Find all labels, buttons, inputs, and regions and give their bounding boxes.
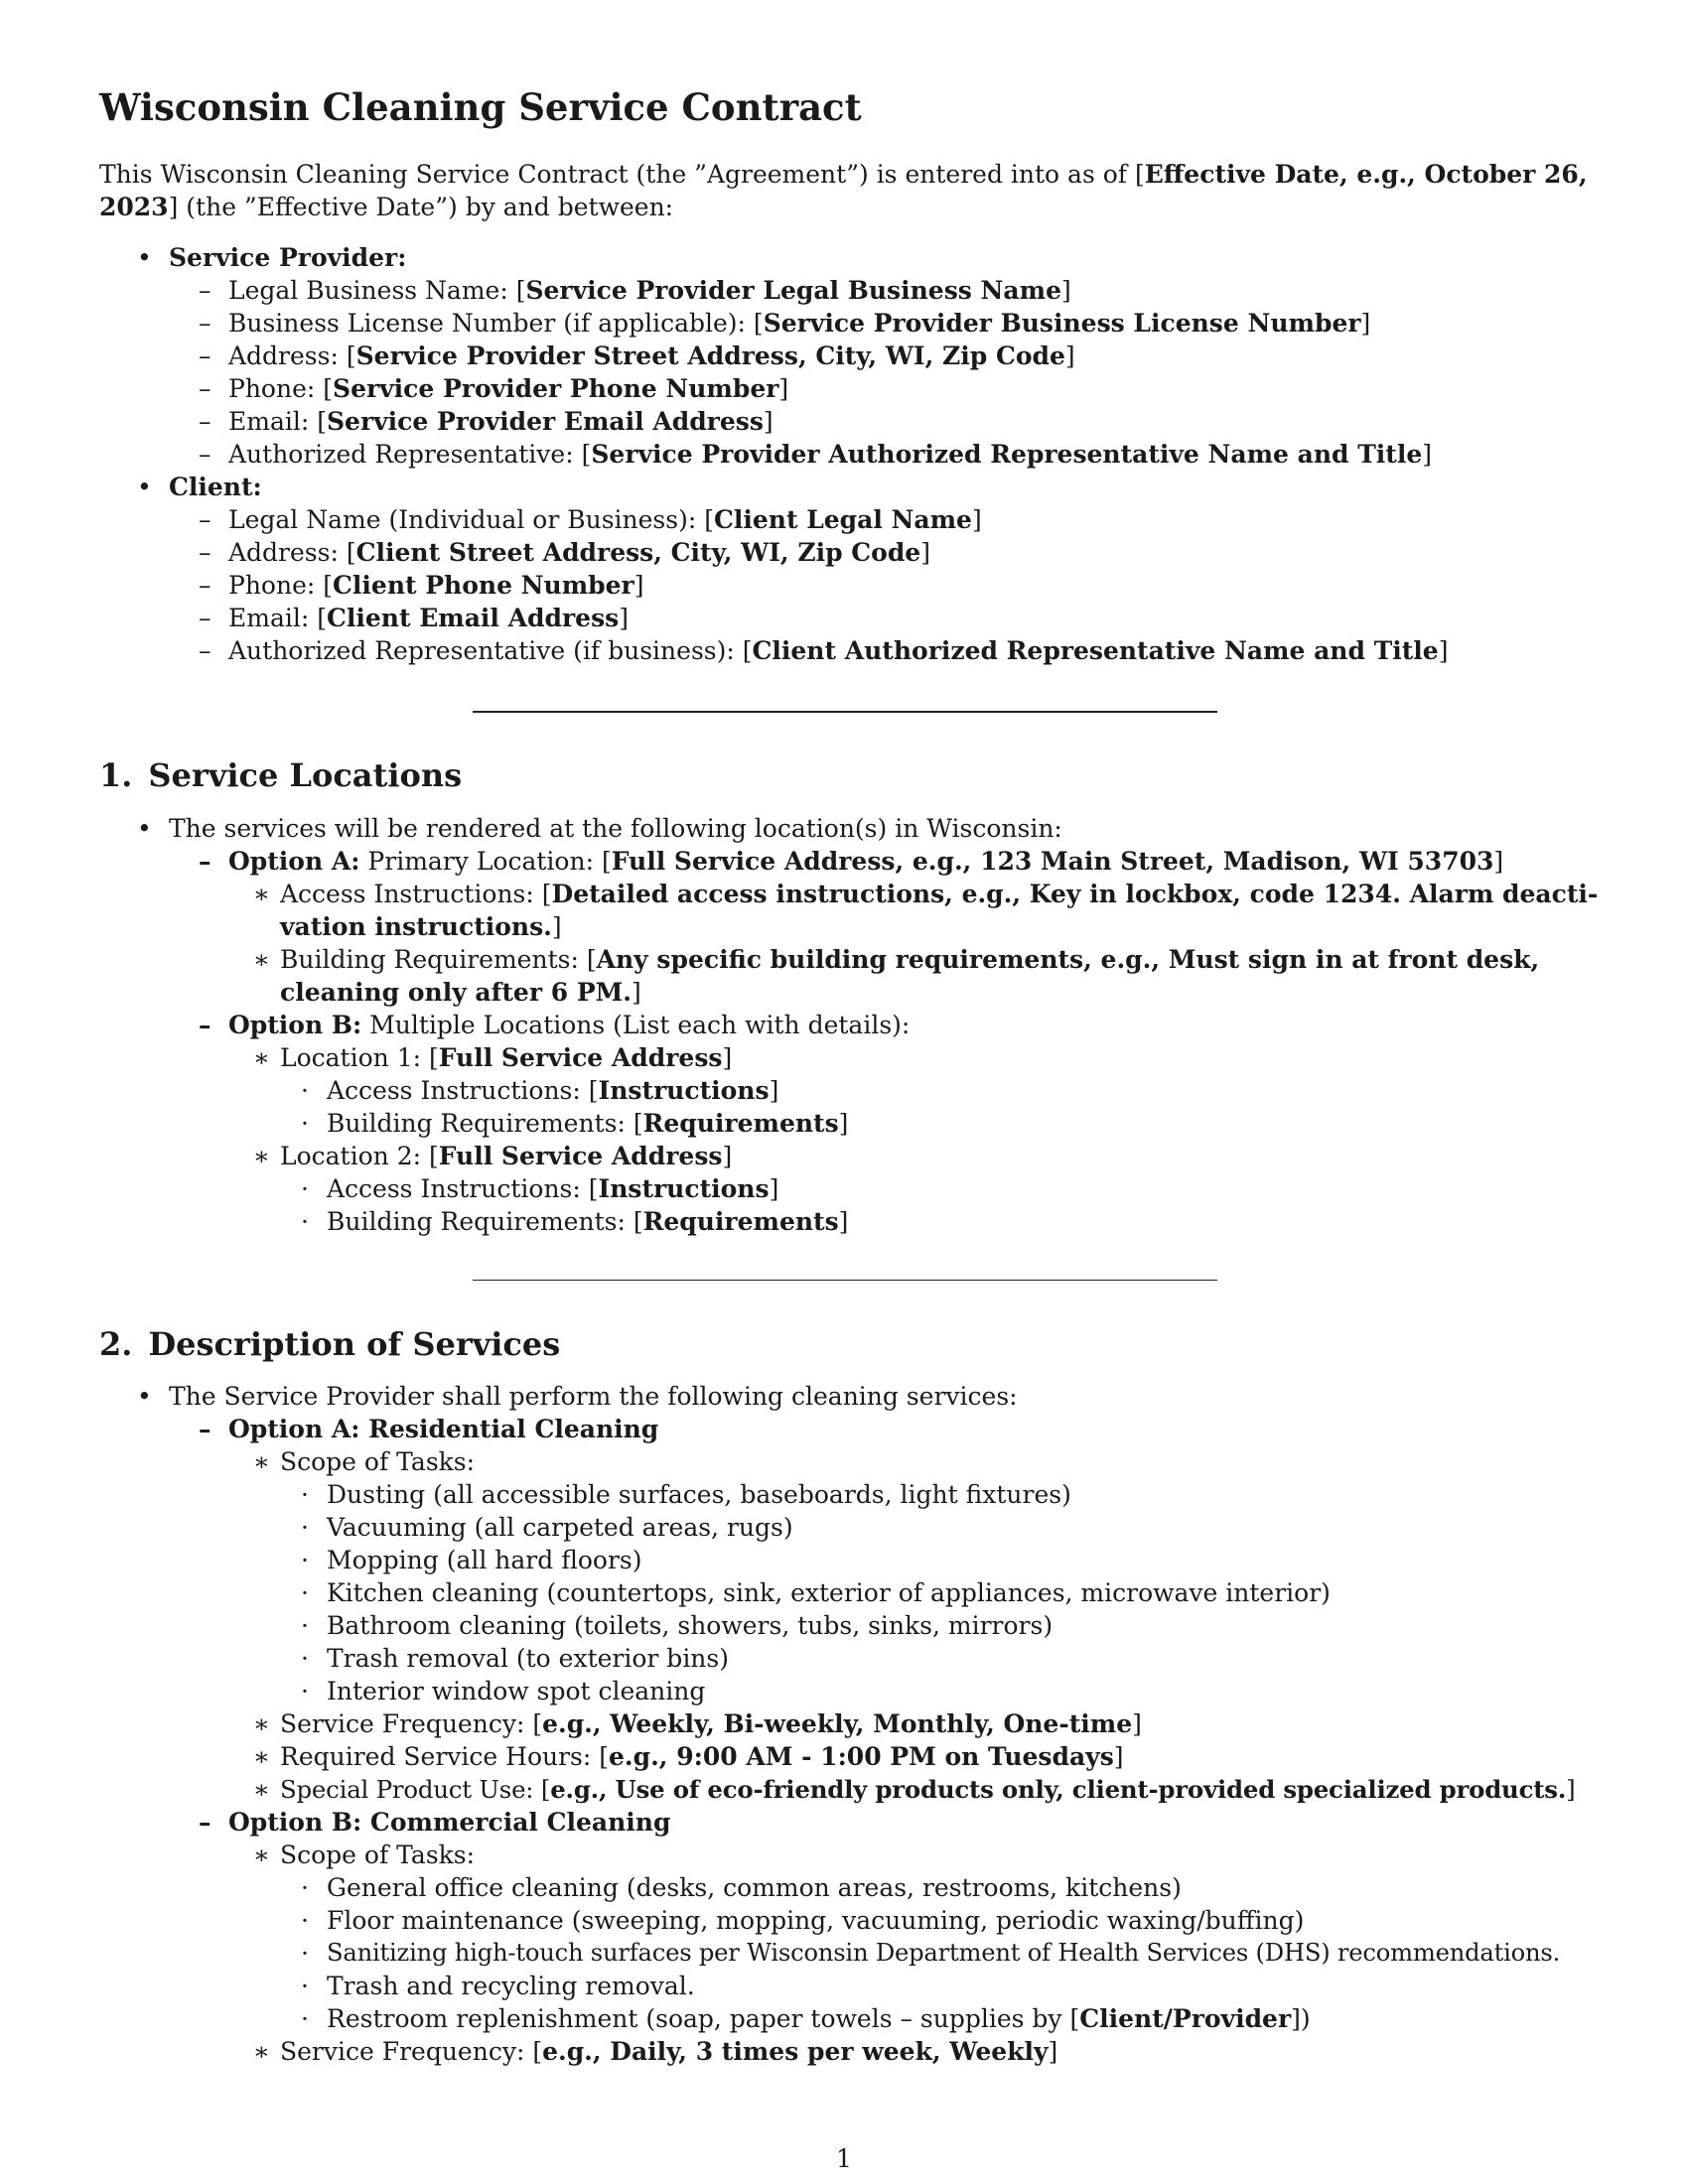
- section-divider: [473, 711, 1217, 713]
- asterisk-marker: ∗: [253, 1709, 270, 1738]
- option-a-building-requirements: Building Requirements: [Any specific building requirements, e.g., Must sign in at front desk, cleaning only after 6 PM.]: [280, 945, 1540, 1007]
- asterisk-marker: ∗: [253, 1841, 270, 1869]
- asterisk-marker: ∗: [253, 1775, 270, 1804]
- option-b-commercial: Option B: Commercial Cleaning: [228, 1808, 671, 1837]
- intro-paragraph: [99, 158, 1589, 223]
- client-email: Email: [Client Email Address]: [228, 604, 629, 632]
- asterisk-marker: ∗: [253, 1142, 270, 1170]
- commercial-scope-heading: Scope of Tasks:: [280, 1841, 476, 1869]
- residential-task: Mopping (all hard floors): [327, 1546, 642, 1574]
- dot-marker: ·: [301, 1174, 309, 1203]
- commercial-task: Floor maintenance (sweeping, mopping, vacuuming, periodic waxing/buffing): [327, 1906, 1305, 1935]
- dash-marker: –: [199, 505, 211, 534]
- residential-task: Vacuuming (all carpeted areas, rugs): [327, 1513, 793, 1542]
- residential-scope-heading: Scope of Tasks:: [280, 1447, 476, 1476]
- location-2-building: Building Requirements: [Requirements]: [327, 1207, 849, 1236]
- intro-date-year: 2023: [99, 193, 169, 221]
- dash-marker: –: [199, 1808, 211, 1837]
- provider-email: Email: [Service Provider Email Address]: [228, 407, 774, 436]
- dot-marker: ·: [301, 1906, 309, 1935]
- location-1-access: Access Instructions: [Instructions]: [327, 1076, 779, 1105]
- dash-marker: –: [199, 636, 211, 665]
- provider-license: Business License Number (if applicable): [Service Provider Business License Number]: [228, 309, 1371, 338]
- dash-marker: –: [199, 407, 211, 436]
- dash-marker: –: [199, 604, 211, 632]
- location-1: Location 1: [Full Service Address]: [280, 1043, 733, 1072]
- commercial-frequency: Service Frequency: [e.g., Daily, 3 times per week, Weekly]: [280, 2037, 1058, 2066]
- document-title: Wisconsin Cleaning Service Contract: [99, 85, 862, 129]
- dot-marker: ·: [301, 1611, 309, 1640]
- dot-marker: ·: [301, 1546, 309, 1574]
- intro-text-2: ] (the ”Effective Date”) by and between:: [168, 193, 674, 221]
- asterisk-marker: ∗: [253, 1447, 270, 1476]
- provider-address: Address: [Service Provider Street Address, City, WI, Zip Code]: [228, 341, 1075, 370]
- dot-marker: ·: [301, 1873, 309, 1902]
- dot-marker: ·: [301, 1939, 309, 1968]
- option-a-access-instructions: Access Instructions: [Detailed access instructions, e.g., Key in lockbox, code 1234. Alarm deacti- vation instructions.]: [280, 880, 1599, 941]
- dot-marker: ·: [301, 1677, 309, 1706]
- bullet-marker: •: [137, 1382, 152, 1411]
- residential-task: Bathroom cleaning (toilets, showers, tubs, sinks, mirrors): [327, 1611, 1054, 1640]
- asterisk-marker: ∗: [253, 880, 270, 908]
- section-1-heading: 1. Service Locations: [99, 756, 463, 794]
- location-option-a: Option A: Primary Location: [Full Service Address, e.g., 123 Main Street, Madison, WI 53703]: [228, 847, 1504, 876]
- location-1-building: Building Requirements: [Requirements]: [327, 1109, 849, 1138]
- location-2-access: Access Instructions: [Instructions]: [327, 1174, 779, 1203]
- residential-frequency: Service Frequency: [e.g., Weekly, Bi-weekly, Monthly, One-time]: [280, 1709, 1142, 1738]
- dash-marker: –: [199, 538, 211, 567]
- bullet-marker: •: [137, 243, 152, 272]
- dot-marker: ·: [301, 1972, 309, 2000]
- client-legal-name: Legal Name (Individual or Business): [Client Legal Name]: [228, 505, 982, 534]
- dash-marker: –: [199, 1011, 211, 1039]
- residential-task: Trash removal (to exterior bins): [327, 1644, 729, 1673]
- dot-marker: ·: [301, 1578, 309, 1607]
- residential-task: Interior window spot cleaning: [327, 1677, 706, 1706]
- bullet-marker: •: [137, 473, 152, 501]
- client-phone: Phone: [Client Phone Number]: [228, 571, 644, 600]
- residential-task: Kitchen cleaning (countertops, sink, exterior of appliances, microwave interior): [327, 1578, 1331, 1607]
- bullet-marker: •: [137, 814, 152, 843]
- dash-marker: –: [199, 374, 211, 403]
- dash-marker: –: [199, 571, 211, 600]
- page-number: 1: [836, 2144, 852, 2173]
- commercial-task: Sanitizing high-touch surfaces per Wisconsin Department of Health Services (DHS) recommendations.: [327, 1939, 1561, 1967]
- commercial-task: Trash and recycling removal.: [327, 1972, 695, 2000]
- client-representative: Authorized Representative (if business): [Client Authorized Representative Name and Title]: [228, 636, 1449, 665]
- dash-marker: –: [199, 341, 211, 370]
- client-address: Address: [Client Street Address, City, WI, Zip Code]: [228, 538, 930, 567]
- dot-marker: ·: [301, 1207, 309, 1236]
- client-heading: Client:: [169, 473, 262, 501]
- dot-marker: ·: [301, 1480, 309, 1509]
- provider-representative: Authorized Representative: [Service Provider Authorized Representative Name and Title]: [228, 440, 1433, 469]
- asterisk-marker: ∗: [253, 945, 270, 974]
- asterisk-marker: ∗: [253, 1043, 270, 1072]
- residential-special-products: Special Product Use: [e.g., Use of eco-friendly products only, client-provided specialized products.]: [280, 1775, 1576, 1804]
- commercial-task: General office cleaning (desks, common areas, restrooms, kitchens): [327, 1873, 1182, 1902]
- dot-marker: ·: [301, 1513, 309, 1542]
- asterisk-marker: ∗: [253, 1742, 270, 1771]
- location-option-b: Option B: Multiple Locations (List each with details):: [228, 1011, 911, 1039]
- option-a-residential: Option A: Residential Cleaning: [228, 1415, 659, 1443]
- provider-heading: Service Provider:: [169, 243, 407, 272]
- section-divider: [473, 1280, 1217, 1281]
- location-2: Location 2: [Full Service Address]: [280, 1142, 733, 1170]
- dot-marker: ·: [301, 1644, 309, 1673]
- provider-phone: Phone: [Service Provider Phone Number]: [228, 374, 789, 403]
- residential-hours: Required Service Hours: [e.g., 9:00 AM - 1:00 PM on Tuesdays]: [280, 1742, 1124, 1771]
- locations-intro: The services will be rendered at the following location(s) in Wisconsin:: [169, 814, 1062, 843]
- residential-task: Dusting (all accessible surfaces, baseboards, light fixtures): [327, 1480, 1071, 1509]
- dash-marker: –: [199, 276, 211, 305]
- dot-marker: ·: [301, 1076, 309, 1105]
- dot-marker: ·: [301, 1109, 309, 1138]
- provider-legal-name: Legal Business Name: [Service Provider Legal Business Name]: [228, 276, 1071, 305]
- dot-marker: ·: [301, 2004, 309, 2033]
- dash-marker: –: [199, 1415, 211, 1443]
- asterisk-marker: ∗: [253, 2037, 270, 2066]
- section-2-heading: 2. Description of Services: [99, 1325, 561, 1363]
- dash-marker: –: [199, 440, 211, 469]
- commercial-task-restroom: Restroom replenishment (soap, paper towels – supplies by [Client/Provider]): [327, 2004, 1311, 2033]
- dash-marker: –: [199, 847, 211, 876]
- services-intro: The Service Provider shall perform the following cleaning services:: [169, 1382, 1018, 1411]
- intro-text-1: This Wisconsin Cleaning Service Contract (the ”Agreement”) is entered into as of [Effective Date, e.g., October 26,: [99, 160, 1588, 189]
- dash-marker: –: [199, 309, 211, 338]
